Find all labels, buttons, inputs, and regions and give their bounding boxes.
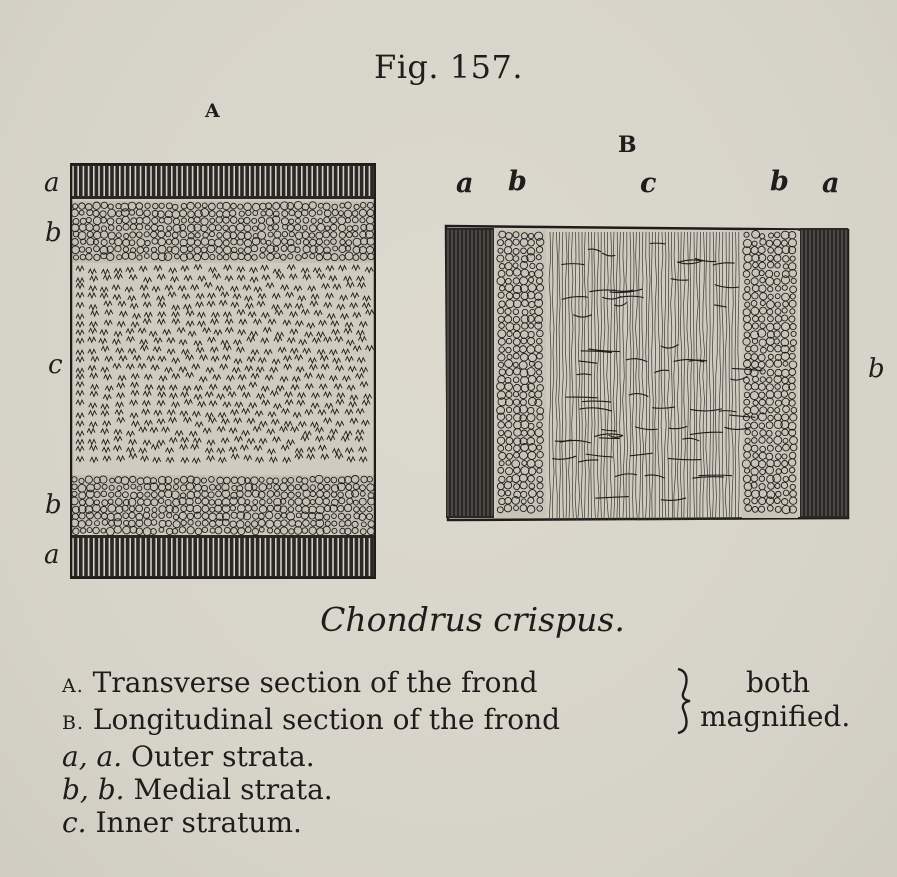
panel-b-label-right-medial: b <box>770 166 789 197</box>
legend-text-inner: Inner stratum. <box>95 806 302 839</box>
legend-text-b: Longitudinal section of the frond <box>92 703 561 736</box>
legend-magnified: magnified. <box>700 700 851 733</box>
panel-b-label-left-medial: b <box>508 166 527 197</box>
transverse-section-illustration <box>70 163 376 579</box>
panel-b-side-marker: b <box>868 354 885 384</box>
legend-row-inner <box>62 806 560 839</box>
legend <box>62 666 560 839</box>
legend-text-medial: Medial strata. <box>133 773 333 806</box>
longitudinal-section-illustration <box>442 222 852 524</box>
legend-key-medial: b, b. <box>62 773 125 806</box>
legend-row-b <box>62 703 560 740</box>
legend-text-a: Transverse section of the frond <box>92 666 538 699</box>
panel-a-label-bottom-medial: b <box>45 490 62 520</box>
panel-a-label-inner: c <box>48 350 63 380</box>
legend-text-outer: Outer strata. <box>131 740 315 773</box>
panel-a-label-bottom-outer: a <box>44 540 60 570</box>
legend-both: both <box>746 666 811 699</box>
panel-a-label-top-outer: a <box>44 168 60 198</box>
species-caption: Chondrus crispus. <box>320 600 625 639</box>
curly-brace-icon <box>672 665 698 737</box>
panel-a-label: A <box>205 100 220 122</box>
legend-key-outer: a, a. <box>62 740 123 773</box>
figure-title: Fig. 157. <box>373 48 523 86</box>
legend-key-b: B. <box>62 712 85 734</box>
legend-key-inner: c. <box>62 806 87 839</box>
panel-a-label-top-medial: b <box>45 218 62 248</box>
panel-b-label-right-outer: a <box>822 168 840 199</box>
panel-b-label: B <box>618 132 637 158</box>
legend-row-a <box>62 666 560 703</box>
panel-b-label-left-outer: a <box>456 168 474 199</box>
legend-row-outer <box>62 740 560 773</box>
legend-row-medial <box>62 773 560 806</box>
panel-b-label-inner: c <box>640 168 657 199</box>
legend-key-a: A. <box>62 675 84 697</box>
